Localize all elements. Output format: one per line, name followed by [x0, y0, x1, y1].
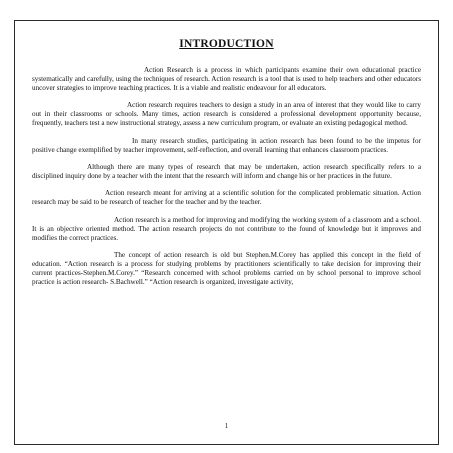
paragraph-6: Action research is a method for improving and modifying the working system of a classroom and a school. It is an objective oriented method. The action research projects do not contribute to the found of knowledge but it improves and modifies the correct practices.	[32, 215, 421, 242]
paragraph-3: In many research studies, participating in action research has been found to be the impetus for positive change exemplified by teacher improvement, self-reflection, and overall learning that enhances classroom practices.	[32, 136, 421, 154]
paragraph-4: Although there are many types of research that may be undertaken, action research specifically refers to a disciplined inquiry done by a teacher with the intent that the research will inform and change his or her practices in the future.	[32, 163, 421, 180]
paragraph-2: Action research requires teachers to design a study in an area of interest that they would like to carry out in their classrooms or schools. Many times, action research is considered a professional development opportunity because, frequently, teachers test a new instructional strategy, assess a new curriculum program, or evaluate an existing pedagogical method.	[32, 101, 421, 128]
paragraph-7: The concept of action research is old but Stephen.M.Corey has applied this concept in the field of education. “Action research is a process for studying problems by practitioners scientifically to take decision for improving their current practices-Stephen.M.Corey.” “Research concerned with school problems carried on by school personal to improve school practice is action research- S.Bachwell.” “Action research is organized, investigate activity,	[32, 251, 421, 286]
paragraph-5: Action research meant for arriving at a scientific solution for the complicated problematic situation. Action research may be said to be research of teacher for the teacher and by the teacher.	[32, 189, 421, 207]
page-number: 1	[224, 422, 229, 430]
page-title: INTRODUCTION	[179, 38, 274, 50]
body-text	[32, 66, 421, 295]
paragraph-1: Action Research is a process in which participants examine their own educational practice systematically and carefully, using the techniques of research. Action research is a tool that is used to help teachers and other educators uncover strategies to improve teaching practices. It is a viable and realistic endeavour for all educators.	[32, 66, 421, 92]
